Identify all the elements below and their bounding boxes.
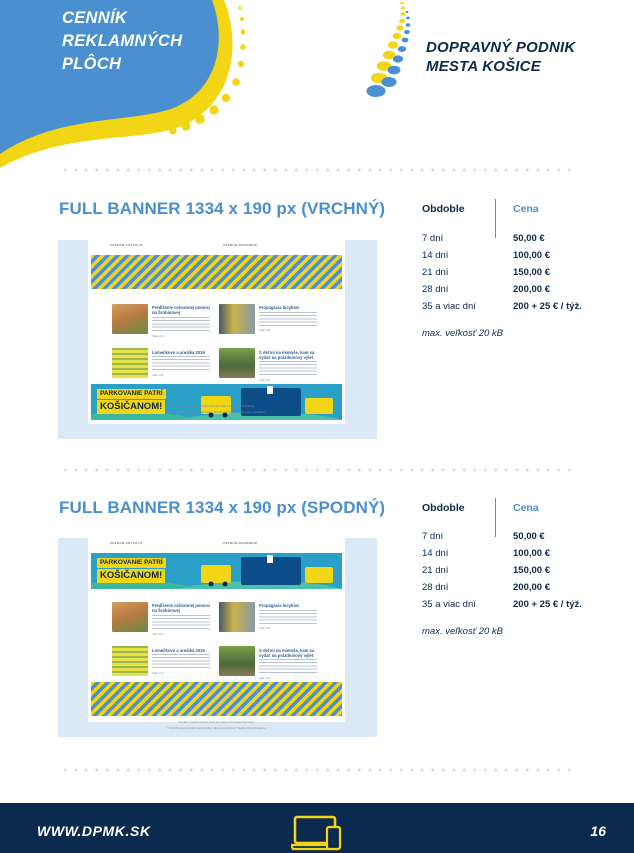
period: 35 a viac dní — [422, 599, 476, 610]
page-number: 16 — [590, 823, 606, 839]
news-image — [112, 304, 148, 334]
period: 14 dní — [422, 250, 449, 261]
news-text — [259, 659, 317, 673]
news-image — [219, 646, 255, 676]
company-name-line-2: MESTA KOŠICE — [426, 58, 541, 75]
mockup-nav-notices: ZOZNAM OZNÁMENÍ — [223, 243, 258, 247]
col-period-header: Obdoble — [422, 203, 465, 215]
mockup-nav-notices: ZOZNAM OZNÁMENÍ — [223, 541, 258, 545]
news-text — [152, 654, 210, 668]
price: 200 + 25 € / týž. — [513, 301, 582, 312]
news-image — [219, 304, 255, 334]
news-more-link: Viac info — [152, 632, 164, 636]
period: 28 dní — [422, 582, 449, 593]
page-footer — [0, 803, 634, 853]
company-name-line-1: DOPRAVNÝ PODNIK — [426, 39, 576, 56]
period: 28 dní — [422, 284, 449, 295]
news-title: Predĺženie ochrannej pomoci na Šrobárovej — [152, 305, 211, 315]
section-title-bottom-banner: FULL BANNER 1334 x 190 px (SPODNÝ) — [59, 498, 386, 517]
mockup-footer-links: Pre tlač a médiá Ochrana osobných údajov Informácie Podmienky — [178, 405, 255, 408]
news-more-link: Viac info — [152, 671, 164, 675]
period: 21 dní — [422, 267, 449, 278]
laptop-phone-icon — [291, 814, 343, 852]
price: 50,00 € — [513, 531, 545, 542]
dotted-divider — [60, 468, 572, 472]
col-price-header: Cena — [513, 502, 539, 514]
period: 14 dní — [422, 548, 449, 559]
dpmk-logo-icon — [352, 0, 432, 100]
price-row — [422, 267, 612, 283]
news-more-link: Viac info — [152, 373, 164, 377]
news-text — [259, 610, 317, 624]
news-title: Propagácia bicyklov — [259, 305, 300, 310]
mockup-footer-links: Pre tlač a médiá Ochrana osobných údajov Informácie Podmienky — [178, 721, 255, 724]
news-text — [259, 312, 317, 326]
news-more-link: Viac info — [152, 334, 164, 338]
news-title: Lomečkovo a areálka 2019 — [152, 350, 205, 355]
mockup-footer-copy: © 2019 Dopravný podnik mesta Košice, akciová spoločnosť. Všetky práva vyhradené. — [167, 727, 266, 730]
period: 21 dní — [422, 565, 449, 576]
mockup-nav-news: ZOZNAM AKTUALÍT — [110, 541, 144, 545]
page-title-line-3: PLÔCH — [62, 55, 122, 73]
news-text — [152, 356, 210, 370]
news-text — [259, 361, 317, 375]
news-text — [152, 615, 210, 629]
page-title-line-2: REKLAMNÝCH — [62, 32, 183, 50]
banner-mockup-top — [58, 240, 377, 439]
page-title — [62, 7, 182, 76]
news-image — [112, 646, 148, 676]
parking-banner-line-2: KOŠIČANOM! — [97, 400, 165, 414]
price-row — [422, 301, 612, 317]
mockup-nav-news: ZOZNAM AKTUALÍT — [110, 243, 144, 247]
parking-banner-line-1: PARKOVANIE PATRÍ — [97, 558, 166, 568]
news-image — [112, 602, 148, 632]
news-title: Lomečkovo a areálka 2019 — [152, 648, 205, 653]
price: 100,00 € — [513, 250, 550, 261]
price-row — [422, 582, 612, 598]
company-name — [426, 38, 575, 76]
news-title: S deťmi na mimoše, kam sa vydať na prázdninový výlet — [259, 648, 315, 658]
price-row — [422, 250, 612, 266]
price-row — [422, 599, 612, 615]
news-title: S deťmi na mimoše, kam sa vydať na prázdninový výlet — [259, 350, 315, 360]
news-image — [219, 348, 255, 378]
period: 35 a viac dní — [422, 301, 476, 312]
parking-banner-line-2: KOŠIČANOM! — [97, 569, 165, 583]
price: 100,00 € — [513, 548, 550, 559]
mockup-page — [88, 538, 345, 730]
dotted-divider — [60, 168, 572, 172]
news-title: Propagácia bicyklov — [259, 603, 300, 608]
news-image — [219, 602, 255, 632]
news-text — [152, 317, 210, 331]
banner-mockup-bottom — [58, 538, 377, 737]
price: 150,00 € — [513, 267, 550, 278]
col-price-header: Cena — [513, 203, 539, 215]
period: 7 dní — [422, 233, 444, 244]
website-link[interactable]: WWW.DPMK.SK — [37, 823, 151, 839]
news-more-link: Viac info — [259, 378, 271, 382]
banner-placement-highlight — [91, 255, 342, 289]
dotted-divider — [60, 768, 572, 772]
mockup-footer-copy: © 2019 Dopravný podnik mesta Košice, akciová spoločnosť. Všetky práva vyhradené. — [167, 411, 266, 414]
price-row — [422, 284, 612, 300]
price: 150,00 € — [513, 565, 550, 576]
news-title: Predĺženie ochrannej pomoci na Šrobárovej — [152, 603, 211, 613]
news-more-link: Viac info — [259, 626, 271, 630]
news-more-link: Viac info — [259, 328, 271, 332]
col-period-header: Obdoble — [422, 502, 465, 514]
page-title-line-1: CENNÍK — [62, 9, 128, 27]
size-note: max. veľkosť 20 kB — [422, 626, 504, 637]
price-row — [422, 565, 612, 581]
news-image — [112, 348, 148, 378]
price: 200,00 € — [513, 284, 550, 295]
parking-banner-ad — [91, 553, 342, 589]
period: 7 dní — [422, 531, 444, 542]
price: 200 + 25 € / týž. — [513, 599, 582, 610]
size-note: max. veľkosť 20 kB — [422, 328, 504, 339]
banner-placement-highlight — [91, 682, 342, 716]
parking-banner-line-1: PARKOVANIE PATRÍ — [97, 389, 166, 399]
mockup-page — [88, 240, 345, 424]
parking-banner-text — [97, 558, 183, 584]
section-title-top-banner: FULL BANNER 1334 x 190 px (VRCHNÝ) — [59, 199, 386, 218]
price-row — [422, 548, 612, 564]
price: 200,00 € — [513, 582, 550, 593]
price: 50,00 € — [513, 233, 545, 244]
price-row — [422, 531, 612, 547]
news-more-link: Viac info — [259, 676, 271, 680]
price-row — [422, 233, 612, 249]
